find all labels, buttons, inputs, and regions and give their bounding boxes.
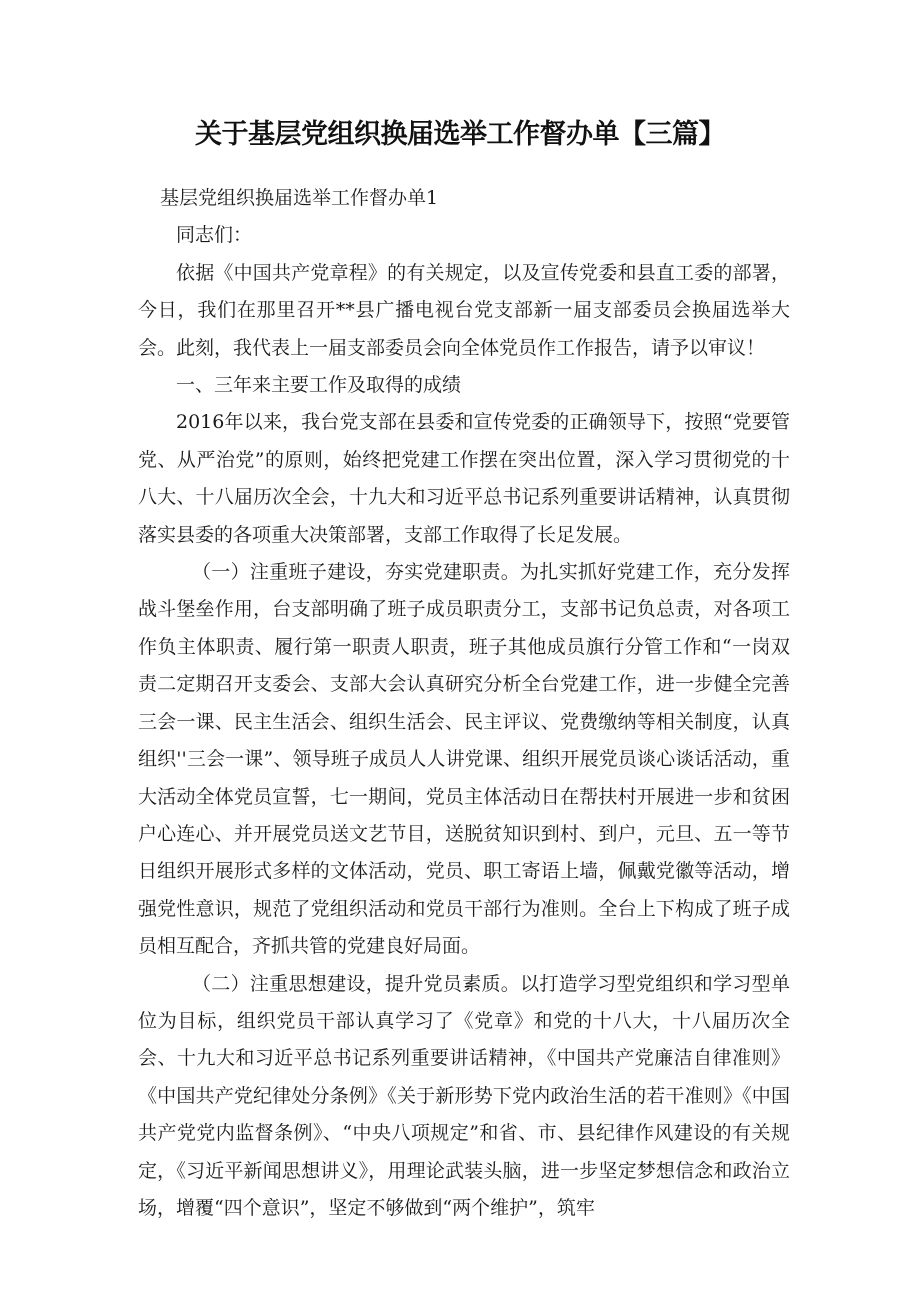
section-subtitle: 基层党组织换届选举工作督办单1 [160,187,439,209]
section-heading: 一、三年来主要工作及取得的成绩 [176,374,462,397]
salutation: 同志们： [176,224,253,247]
paragraph-achievements: 2016年以来，我台党支部在县委和宣传党委的正确领导下，按照“党要管党、从严治党”的原则，始终把党建工作摆在突出位置，深入学习贯彻党的十八大、十八届历次全会，十九大和习近平总书记系列重要讲话精神，认真贯彻落实县委的各项重大决策部署，支部工作取得了长足发展。 [138,411,790,546]
paragraph-ideological-building: （二）注重思想建设，提升党员素质。以打造学习型党组织和学习型单位为目标，组织党员干部认真学习了《党章》和党的十八大，十八届历次全会、十九大和习近平总书记系列重要讲话精神，《中国共产党廉洁自律准则》《中国共产党纪律处分条例》《关于新形势下党内政治生活的若干准则》《中国共产党党内监督条例》、“中央八项规定”和省、市、县纪律作风建设的有关规定，《习近平新闻思想讲义》，用理论武装头脑，进一步坚定梦想信念和政治立场，增覆“四个意识”，坚定不够做到“两个维护”，筑牢 [138,972,790,1219]
document-body [138,180,790,1227]
paragraph-intro: 依据《中国共产党章程》的有关规定，以及宣传党委和县直工委的部署，今日，我们在那里召开**县广播电视台党支部新一届支部委员会换届选举大会。此刻，我代表上一届支部委员会向全体党员作工作报告，请予以审议！ [138,261,790,359]
document-title: 关于基层党组织换届选举工作督办单【三篇】 [195,119,725,150]
paragraph-team-building: （一）注重班子建设，夯实党建职责。为扎实抓好党建工作，充分发挥战斗堡垒作用，台支部明确了班子成员职责分工，支部书记负总责，对各项工作负主体职责、履行第一职责人职责，班子其他成员旗行分管工作和“一岗双责二定期召开支委会、支部大会认真研究分析全台党建工作，进一步健全完善三会一课、民主生活会、组织生活会、民主评议、党费缴纳等相关制度，认真组织''三会一课”、领导班子成员人人讲党课、组织开展党员谈心谈话活动，重大活动全体党员宣誓，七一期间，党员主体活动日在帮扶村开展进一步和贫困户心连心、并开展党员送文艺节目，送脱贫知识到村、到户，元旦、五一等节日组织开展形式多样的文体活动，党员、职工寄语上墙，佩戴党徽等活动，增强党性意识，规范了党组织活动和党员干部行为准则。全台上下构成了班子成员相互配合，齐抓共管的党建良好局面。 [138,561,790,958]
